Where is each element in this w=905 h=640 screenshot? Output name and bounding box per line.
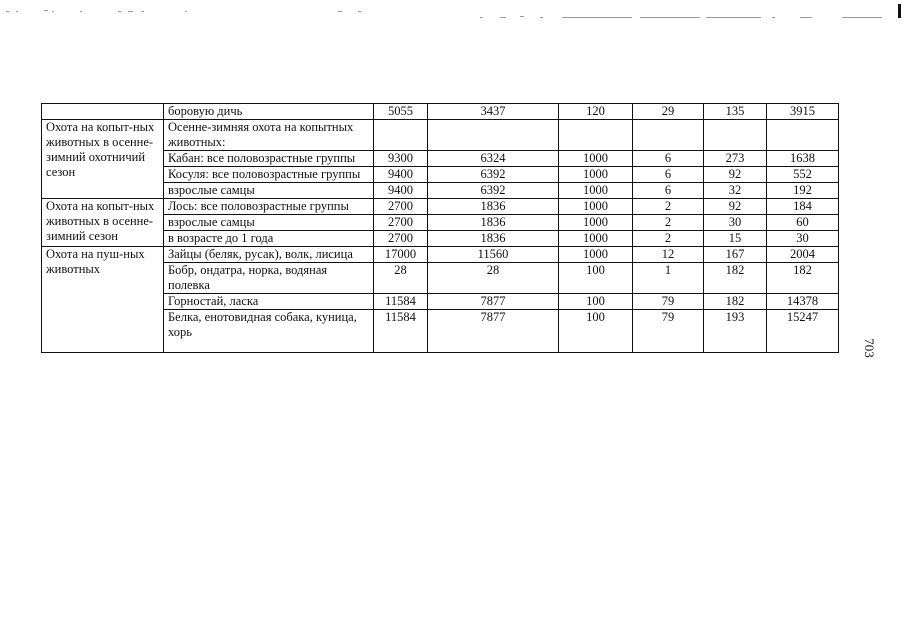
- value-cell: 552: [767, 167, 839, 183]
- value-cell: 92: [704, 199, 767, 215]
- hunting-group-cell: Охота на копыт-ных животных в осенне-зимний охотничий сезон: [42, 120, 164, 199]
- species-cell: боровую дичь: [164, 104, 374, 120]
- hunting-group-cell: [42, 104, 164, 120]
- value-cell: 1638: [767, 151, 839, 167]
- species-cell: Лось: все половозрастные группы: [164, 199, 374, 215]
- value-cell: 2: [633, 199, 704, 215]
- table-row: [42, 199, 839, 215]
- value-cell: 1836: [428, 215, 559, 231]
- value-cell: [374, 120, 428, 151]
- value-cell: 100: [559, 263, 633, 294]
- value-cell: 6: [633, 151, 704, 167]
- species-cell: Горностай, ласка: [164, 294, 374, 310]
- value-cell: 79: [633, 310, 704, 353]
- value-cell: 32: [704, 183, 767, 199]
- value-cell: 14378: [767, 294, 839, 310]
- species-cell: в возрасте до 1 года: [164, 231, 374, 247]
- value-cell: 2: [633, 215, 704, 231]
- value-cell: 1000: [559, 199, 633, 215]
- scan-noise: [0, 0, 905, 30]
- value-cell: 5055: [374, 104, 428, 120]
- value-cell: 182: [767, 263, 839, 294]
- value-cell: 3437: [428, 104, 559, 120]
- value-cell: 2004: [767, 247, 839, 263]
- value-cell: 1000: [559, 183, 633, 199]
- value-cell: 1000: [559, 215, 633, 231]
- species-cell: взрослые самцы: [164, 215, 374, 231]
- value-cell: 1000: [559, 151, 633, 167]
- value-cell: 193: [704, 310, 767, 353]
- table-row: [42, 247, 839, 263]
- value-cell: 1836: [428, 199, 559, 215]
- species-cell: Зайцы (беляк, русак), волк, лисица: [164, 247, 374, 263]
- value-cell: 2: [633, 231, 704, 247]
- value-cell: 2700: [374, 231, 428, 247]
- hunting-group-cell: Охота на копыт-ных животных в осенне-зимний сезон: [42, 199, 164, 247]
- value-cell: 167: [704, 247, 767, 263]
- value-cell: 182: [704, 294, 767, 310]
- value-cell: [559, 120, 633, 151]
- hunting-group-cell: Охота на пуш-ных животных: [42, 247, 164, 353]
- value-cell: 9300: [374, 151, 428, 167]
- value-cell: 1: [633, 263, 704, 294]
- value-cell: 11560: [428, 247, 559, 263]
- hunting-quota-table: [41, 103, 839, 353]
- value-cell: 12: [633, 247, 704, 263]
- value-cell: 182: [704, 263, 767, 294]
- value-cell: 1000: [559, 247, 633, 263]
- value-cell: [428, 120, 559, 151]
- species-cell: Осенне-зимняя охота на копытных животных:: [164, 120, 374, 151]
- value-cell: 9400: [374, 183, 428, 199]
- value-cell: 6: [633, 167, 704, 183]
- value-cell: 15247: [767, 310, 839, 353]
- value-cell: 17000: [374, 247, 428, 263]
- value-cell: 28: [428, 263, 559, 294]
- value-cell: 60: [767, 215, 839, 231]
- value-cell: 135: [704, 104, 767, 120]
- value-cell: 29: [633, 104, 704, 120]
- value-cell: 30: [767, 231, 839, 247]
- value-cell: [633, 120, 704, 151]
- table-row: [42, 104, 839, 120]
- value-cell: 9400: [374, 167, 428, 183]
- value-cell: 184: [767, 199, 839, 215]
- value-cell: 6324: [428, 151, 559, 167]
- species-cell: взрослые самцы: [164, 183, 374, 199]
- value-cell: 7877: [428, 310, 559, 353]
- value-cell: 79: [633, 294, 704, 310]
- value-cell: 30: [704, 215, 767, 231]
- value-cell: 1000: [559, 231, 633, 247]
- value-cell: 1000: [559, 167, 633, 183]
- species-cell: Косуля: все половозрастные группы: [164, 167, 374, 183]
- value-cell: 7877: [428, 294, 559, 310]
- scan-edge-mark: [898, 4, 901, 18]
- value-cell: 273: [704, 151, 767, 167]
- species-cell: Бобр, ондатра, норка, водяная полевка: [164, 263, 374, 294]
- species-cell: Белка, енотовидная собака, куница, хорь: [164, 310, 374, 353]
- value-cell: 100: [559, 294, 633, 310]
- value-cell: 6392: [428, 167, 559, 183]
- value-cell: 120: [559, 104, 633, 120]
- value-cell: 2700: [374, 215, 428, 231]
- value-cell: 100: [559, 310, 633, 353]
- value-cell: 11584: [374, 310, 428, 353]
- value-cell: 192: [767, 183, 839, 199]
- value-cell: [704, 120, 767, 151]
- value-cell: 1836: [428, 231, 559, 247]
- value-cell: 6392: [428, 183, 559, 199]
- value-cell: 2700: [374, 199, 428, 215]
- value-cell: 92: [704, 167, 767, 183]
- value-cell: 3915: [767, 104, 839, 120]
- table-row: [42, 120, 839, 151]
- page-number: 703: [862, 338, 877, 358]
- value-cell: 28: [374, 263, 428, 294]
- value-cell: 15: [704, 231, 767, 247]
- value-cell: [767, 120, 839, 151]
- value-cell: 11584: [374, 294, 428, 310]
- value-cell: 6: [633, 183, 704, 199]
- species-cell: Кабан: все половозрастные группы: [164, 151, 374, 167]
